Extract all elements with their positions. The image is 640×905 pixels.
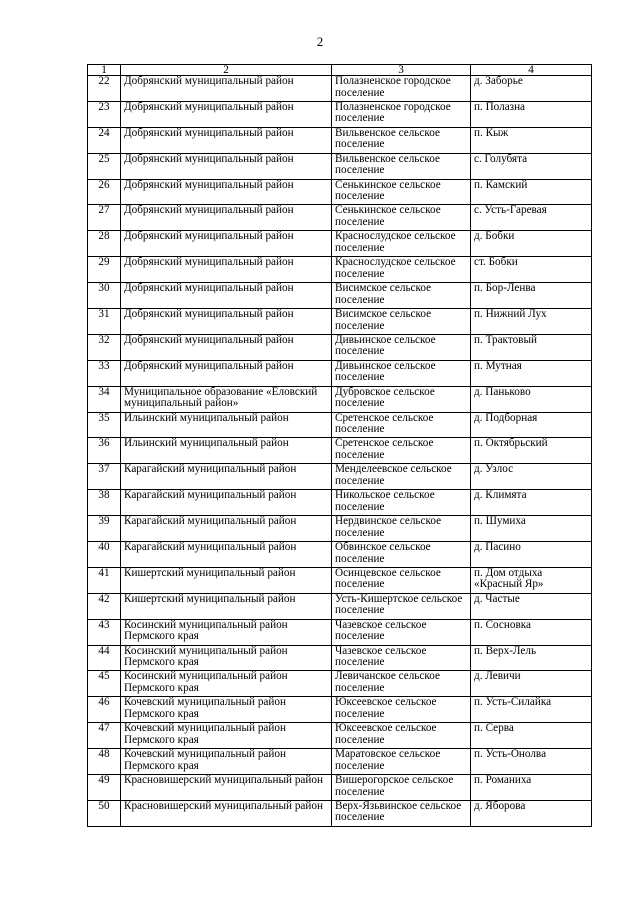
settlement-cell: Никольское сельское поселение [332, 490, 471, 516]
table-row [88, 723, 592, 749]
locality-cell: п. Усть-Онолва [471, 749, 592, 775]
locality-cell: п. Камский [471, 179, 592, 205]
locality-cell: п. Романиха [471, 775, 592, 801]
table-row [88, 438, 592, 464]
locality-cell: с. Усть-Гаревая [471, 205, 592, 231]
row-number-cell: 39 [88, 516, 121, 542]
locality-cell: п. Усть-Силайка [471, 697, 592, 723]
row-number-cell: 28 [88, 231, 121, 257]
table-row [88, 179, 592, 205]
settlement-cell: Юксеевское сельское поселение [332, 723, 471, 749]
settlement-cell: Вильвенское сельское поселение [332, 127, 471, 153]
table-row [88, 542, 592, 568]
table-row [88, 464, 592, 490]
settlement-cell: Сретенское сельское поселение [332, 412, 471, 438]
settlement-cell: Нердвинское сельское поселение [332, 516, 471, 542]
row-number-cell: 49 [88, 775, 121, 801]
table-row [88, 257, 592, 283]
district-cell: Добрянский муниципальный район [121, 101, 332, 127]
district-cell: Добрянский муниципальный район [121, 153, 332, 179]
locality-cell: д. Паньково [471, 386, 592, 412]
table-row [88, 593, 592, 619]
table-row [88, 309, 592, 335]
district-cell: Кишертский муниципальный район [121, 593, 332, 619]
locality-cell: д. Подборная [471, 412, 592, 438]
table-row [88, 775, 592, 801]
district-cell: Кочевский муниципальный район Пермского края [121, 723, 332, 749]
district-cell: Кишертский муниципальный район [121, 567, 332, 593]
locality-cell: ст. Бобки [471, 257, 592, 283]
table-row [88, 567, 592, 593]
settlement-cell: Дубровское сельское поселение [332, 386, 471, 412]
district-cell: Добрянский муниципальный район [121, 205, 332, 231]
table-row [88, 619, 592, 645]
locality-cell: п. Мутная [471, 360, 592, 386]
table-row [88, 516, 592, 542]
row-number-cell: 42 [88, 593, 121, 619]
settlements-table [87, 64, 592, 827]
row-number-cell: 36 [88, 438, 121, 464]
district-cell: Косинский муниципальный район Пермского края [121, 671, 332, 697]
locality-cell: п. Дом отдыха «Красный Яр» [471, 567, 592, 593]
settlement-cell: Дивьинское сельское поселение [332, 334, 471, 360]
table-row [88, 412, 592, 438]
table-body [88, 76, 592, 827]
column-header-settlement: 3 [332, 65, 471, 76]
locality-cell: п. Серва [471, 723, 592, 749]
district-cell: Красновишерский муниципальный район [121, 775, 332, 801]
column-header-number: 1 [88, 65, 121, 76]
table-row [88, 671, 592, 697]
column-header-district: 2 [121, 65, 332, 76]
settlement-cell: Сенькинское сельское поселение [332, 179, 471, 205]
district-cell: Добрянский муниципальный район [121, 257, 332, 283]
locality-cell: п. Нижний Лух [471, 309, 592, 335]
district-cell: Кочевский муниципальный район Пермского края [121, 697, 332, 723]
row-number-cell: 44 [88, 645, 121, 671]
table-row [88, 101, 592, 127]
locality-cell: с. Голубята [471, 153, 592, 179]
settlement-cell: Полазненское городское поселение [332, 101, 471, 127]
row-number-cell: 31 [88, 309, 121, 335]
table-row [88, 205, 592, 231]
locality-cell: п. Кыж [471, 127, 592, 153]
page-number: 2 [316, 34, 324, 49]
settlement-cell: Менделеевское сельское поселение [332, 464, 471, 490]
row-number-cell: 47 [88, 723, 121, 749]
row-number-cell: 37 [88, 464, 121, 490]
settlement-cell: Висимское сельское поселение [332, 283, 471, 309]
locality-cell: п. Сосновка [471, 619, 592, 645]
settlement-cell: Маратовское сельское поселение [332, 749, 471, 775]
district-cell: Карагайский муниципальный район [121, 516, 332, 542]
locality-cell: д. Бобки [471, 231, 592, 257]
row-number-cell: 43 [88, 619, 121, 645]
settlement-cell: Краснослудское сельское поселение [332, 231, 471, 257]
row-number-cell: 40 [88, 542, 121, 568]
row-number-cell: 45 [88, 671, 121, 697]
table-row [88, 697, 592, 723]
settlement-cell: Полазненское городское поселение [332, 76, 471, 102]
table-row [88, 386, 592, 412]
settlement-cell: Верх-Язьвинское сельское поселение [332, 800, 471, 826]
locality-cell: п. Трактовый [471, 334, 592, 360]
settlement-cell: Висимское сельское поселение [332, 309, 471, 335]
district-cell: Добрянский муниципальный район [121, 309, 332, 335]
row-number-cell: 26 [88, 179, 121, 205]
table-row [88, 334, 592, 360]
district-cell: Добрянский муниципальный район [121, 334, 332, 360]
district-cell: Карагайский муниципальный район [121, 542, 332, 568]
locality-cell: д. Узлос [471, 464, 592, 490]
locality-cell: п. Октябрьский [471, 438, 592, 464]
locality-cell: д. Климята [471, 490, 592, 516]
row-number-cell: 38 [88, 490, 121, 516]
settlement-cell: Осинцевское сельское поселение [332, 567, 471, 593]
settlement-cell: Вильвенское сельское поселение [332, 153, 471, 179]
settlement-cell: Сретенское сельское поселение [332, 438, 471, 464]
table-row [88, 360, 592, 386]
row-number-cell: 29 [88, 257, 121, 283]
table-row [88, 283, 592, 309]
district-cell: Ильинский муниципальный район [121, 438, 332, 464]
row-number-cell: 25 [88, 153, 121, 179]
settlement-cell: Сенькинское сельское поселение [332, 205, 471, 231]
table-row [88, 749, 592, 775]
locality-cell: д. Левичи [471, 671, 592, 697]
row-number-cell: 33 [88, 360, 121, 386]
settlement-cell: Юксеевское сельское поселение [332, 697, 471, 723]
locality-cell: д. Пасино [471, 542, 592, 568]
district-cell: Косинский муниципальный район Пермского края [121, 619, 332, 645]
district-cell: Добрянский муниципальный район [121, 283, 332, 309]
district-cell: Муниципальное образование «Еловский муниципальный район» [121, 386, 332, 412]
table-row [88, 153, 592, 179]
row-number-cell: 50 [88, 800, 121, 826]
district-cell: Добрянский муниципальный район [121, 231, 332, 257]
district-cell: Добрянский муниципальный район [121, 179, 332, 205]
table-row [88, 127, 592, 153]
district-cell: Красновишерский муниципальный район [121, 800, 332, 826]
table-row [88, 490, 592, 516]
district-cell: Кочевский муниципальный район Пермского края [121, 749, 332, 775]
row-number-cell: 22 [88, 76, 121, 102]
row-number-cell: 27 [88, 205, 121, 231]
table-header-row [88, 65, 592, 76]
row-number-cell: 24 [88, 127, 121, 153]
locality-cell: д. Яборова [471, 800, 592, 826]
row-number-cell: 32 [88, 334, 121, 360]
district-cell: Добрянский муниципальный район [121, 76, 332, 102]
table-row [88, 800, 592, 826]
settlement-cell: Краснослудское сельское поселение [332, 257, 471, 283]
locality-cell: д. Частые [471, 593, 592, 619]
row-number-cell: 23 [88, 101, 121, 127]
row-number-cell: 34 [88, 386, 121, 412]
locality-cell: п. Полазна [471, 101, 592, 127]
settlement-cell: Левичанское сельское поселение [332, 671, 471, 697]
district-cell: Карагайский муниципальный район [121, 464, 332, 490]
locality-cell: д. Заборье [471, 76, 592, 102]
district-cell: Добрянский муниципальный район [121, 360, 332, 386]
table-row [88, 645, 592, 671]
table-row [88, 231, 592, 257]
column-header-locality: 4 [471, 65, 592, 76]
row-number-cell: 48 [88, 749, 121, 775]
locality-cell: п. Верх-Лель [471, 645, 592, 671]
district-cell: Добрянский муниципальный район [121, 127, 332, 153]
district-cell: Косинский муниципальный район Пермского края [121, 645, 332, 671]
table-row [88, 76, 592, 102]
settlement-cell: Вишерогорское сельское поселение [332, 775, 471, 801]
settlement-cell: Усть-Кишертское сельское поселение [332, 593, 471, 619]
settlement-cell: Чазевское сельское поселение [332, 619, 471, 645]
row-number-cell: 35 [88, 412, 121, 438]
settlement-cell: Обвинское сельское поселение [332, 542, 471, 568]
settlement-cell: Дивьинское сельское поселение [332, 360, 471, 386]
district-cell: Ильинский муниципальный район [121, 412, 332, 438]
row-number-cell: 30 [88, 283, 121, 309]
settlement-cell: Чазевское сельское поселение [332, 645, 471, 671]
district-cell: Карагайский муниципальный район [121, 490, 332, 516]
row-number-cell: 46 [88, 697, 121, 723]
locality-cell: п. Бор-Ленва [471, 283, 592, 309]
locality-cell: п. Шумиха [471, 516, 592, 542]
row-number-cell: 41 [88, 567, 121, 593]
